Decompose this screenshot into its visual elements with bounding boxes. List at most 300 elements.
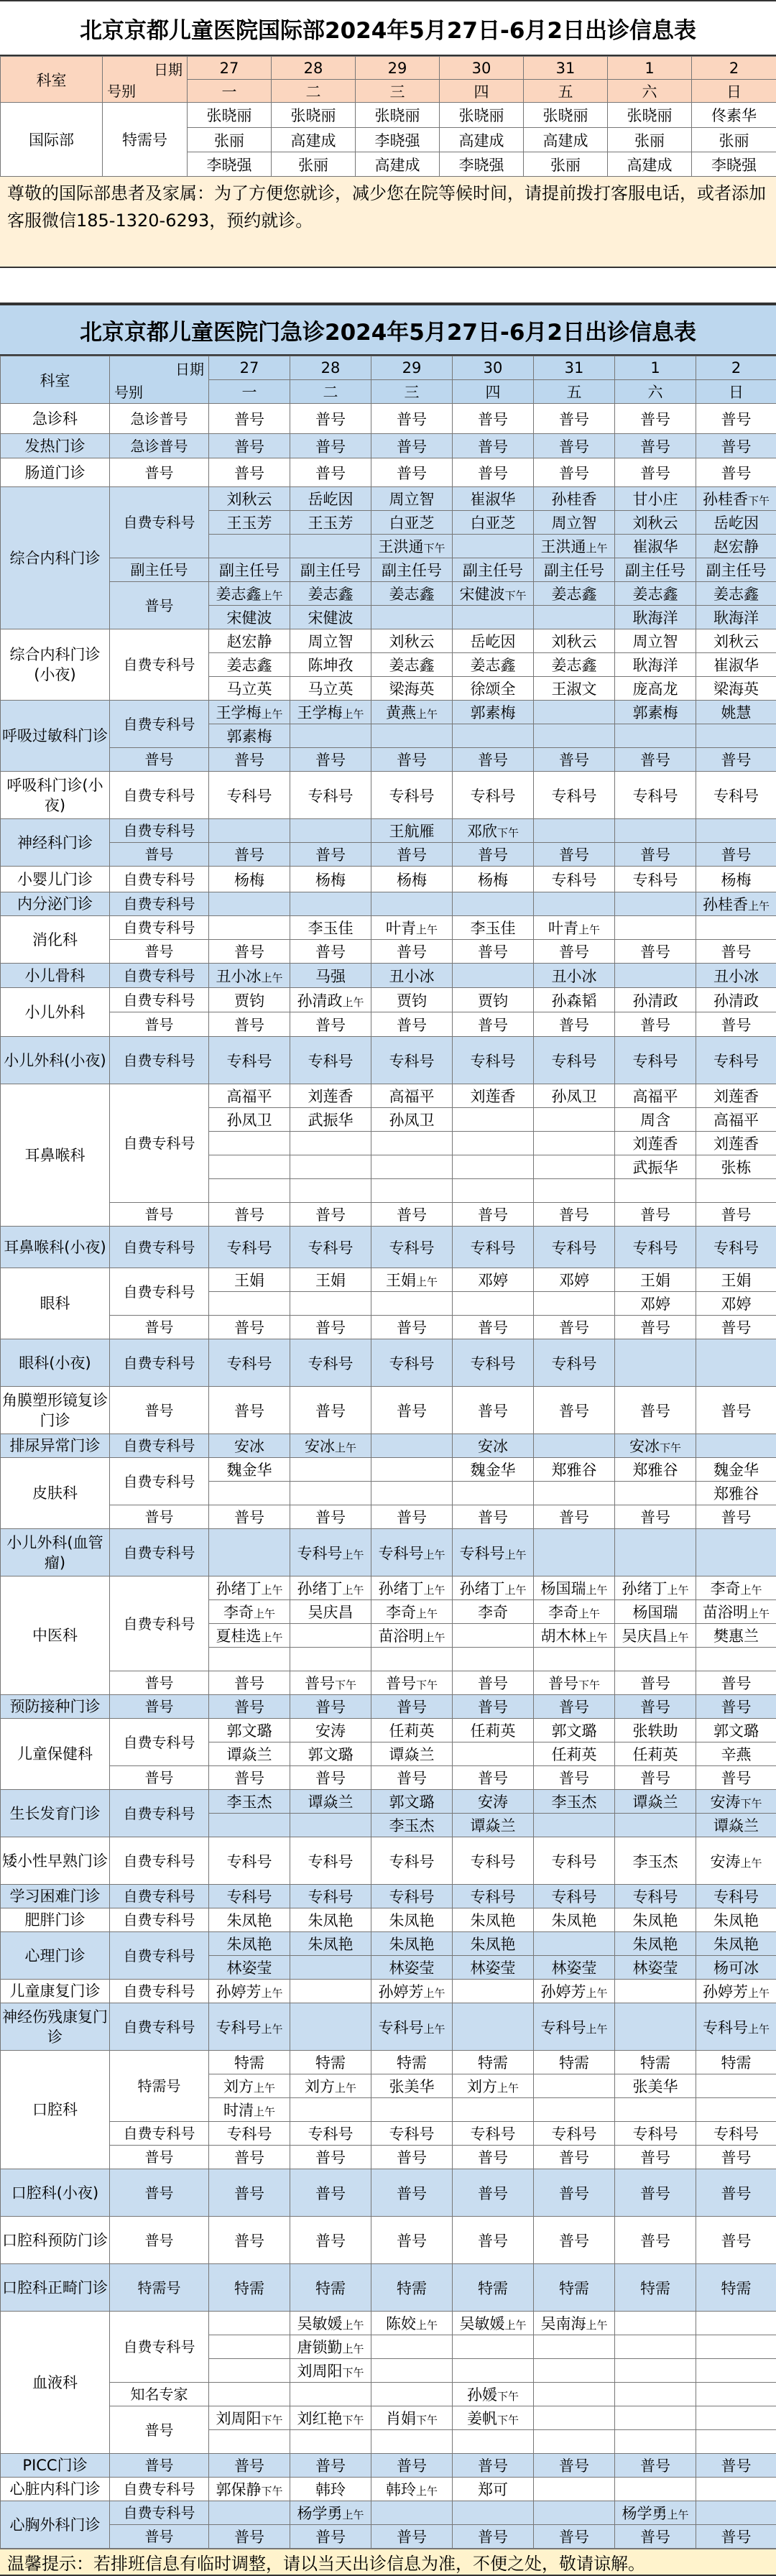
doctor-name: 孙绪丁 [622, 1580, 667, 1597]
er-cell: 专科号 [371, 1885, 453, 1908]
er-row [1, 558, 776, 582]
intl-date: 27 [188, 57, 272, 80]
er-cell: 郭素梅 [615, 701, 696, 724]
er-cell [534, 2335, 615, 2359]
er-cell [696, 487, 776, 511]
er-cell [615, 1482, 696, 1505]
er-row [1, 2406, 776, 2430]
er-cell [453, 1648, 534, 1671]
intl-row [1, 103, 776, 128]
er-cell: 樊惠兰 [696, 1624, 776, 1648]
doctor-name: 邓欣 [467, 823, 497, 840]
er-type: 自费专科号 [110, 1932, 209, 1980]
doctor-name: 李奇 [386, 1604, 416, 1621]
er-type: 急诊普号 [110, 404, 209, 434]
session-label: 上午 [342, 1584, 364, 1597]
er-row [1, 1012, 776, 1037]
er-cell [615, 2501, 696, 2525]
er-type: 普号 [110, 1695, 209, 1719]
er-type: 普号 [110, 2169, 209, 2217]
er-cell [615, 964, 696, 988]
er-cell: 普号 [534, 843, 615, 867]
session-label: 上午 [342, 2508, 364, 2521]
er-cell: 刘秋云 [371, 629, 453, 653]
er-row [1, 1837, 776, 1885]
session-label: 上午 [416, 2485, 438, 2498]
er-row [1, 2146, 776, 2169]
doctor-name: 李奇 [710, 1580, 740, 1597]
er-type: 自费专科号 [110, 916, 209, 940]
er-cell: 任莉英 [371, 1719, 453, 1742]
er-cell [696, 819, 776, 843]
session-label: 上午 [416, 2319, 438, 2332]
er-cell: 杨国瑞 [615, 1600, 696, 1624]
doctor-name: 叶青 [548, 920, 578, 937]
doctor-name: 安冰 [629, 1438, 660, 1455]
session-label: 下午 [416, 2414, 438, 2427]
session-label: 下午 [342, 2366, 364, 2379]
er-row [1, 843, 776, 867]
er-cell: 陈坤孜 [290, 653, 371, 677]
er-cell [209, 2478, 290, 2501]
er-type: 副主任号 [110, 558, 209, 582]
er-cell [534, 1155, 615, 1179]
er-cell: 普号 [453, 1387, 534, 1434]
er-dept: 肥胖门诊 [1, 1908, 110, 1932]
er-cell: 普号 [534, 2525, 615, 2549]
session-label: 下午 [740, 1797, 762, 1810]
er-cell: 王娟 [615, 1268, 696, 1292]
er-cell: 普号 [209, 748, 290, 772]
session-label: 上午 [497, 2082, 519, 2095]
er-cell: 郭文璐 [371, 1790, 453, 1814]
er-cell: 刘秋云 [209, 487, 290, 511]
er-cell: 普号 [371, 404, 453, 434]
doctor-name: 吴敏媛 [459, 2315, 504, 2332]
er-cell: 姜志鑫 [371, 653, 453, 677]
er-cell: 普号 [615, 1695, 696, 1719]
session-label: 上午 [261, 708, 282, 721]
er-cell: 专科号 [696, 2122, 776, 2146]
er-cell: 谭焱兰 [371, 1742, 453, 1766]
er-cell: 李玉杰 [371, 1814, 453, 1837]
er-cell: 普号 [534, 458, 615, 487]
er-cell: 贾钧 [453, 988, 534, 1012]
er-cell: 普号 [290, 1203, 371, 1227]
intl-weekday: 日 [692, 80, 776, 103]
er-cell: 特需 [209, 2051, 290, 2074]
intl-cell: 佟素华 [692, 103, 776, 128]
er-cell: 普号 [615, 404, 696, 434]
er-dept: PICC门诊 [1, 2454, 110, 2478]
er-cell [615, 2430, 696, 2454]
er-cell: 任莉英 [615, 1742, 696, 1766]
er-cell: 普号 [209, 1505, 290, 1529]
er-cell [209, 535, 290, 558]
doctor-name: 孙婷芳 [540, 1983, 586, 2000]
er-cell: 李玉杰 [209, 1790, 290, 1814]
er-cell [209, 1179, 290, 1203]
er-cell [534, 2430, 615, 2454]
doctor-name: 专科号 [540, 2019, 586, 2036]
er-cell [453, 724, 534, 748]
er-dept: 小儿外科(小夜) [1, 1037, 110, 1084]
session-label: 上午 [748, 1987, 770, 2000]
er-section [0, 304, 776, 2528]
er-cell: 岳屹因 [696, 511, 776, 535]
er-cell: 普号 [453, 404, 534, 434]
er-cell: 专科号 [696, 1227, 776, 1268]
er-type: 普号 [110, 1387, 209, 1434]
doctor-name: 叶青 [386, 920, 416, 937]
er-cell: 特需 [290, 2264, 371, 2312]
er-cell: 专科号 [534, 867, 615, 892]
er-cell: 普号 [209, 843, 290, 867]
doctor-name: 孙清政 [297, 992, 342, 1010]
er-cell: 周立智 [534, 511, 615, 535]
er-cell [696, 2501, 776, 2525]
doctor-name: 普号 [548, 1675, 578, 1692]
er-cell [453, 1132, 534, 1155]
er-cell: 专科号 [209, 1037, 290, 1084]
er-dept: 矮小性早熟门诊 [1, 1837, 110, 1885]
er-row [1, 2217, 776, 2264]
er-cell [290, 1434, 371, 1458]
er-type: 自费专科号 [110, 1908, 209, 1932]
er-cell: 郭素梅 [453, 701, 534, 724]
er-cell: 普号 [290, 1387, 371, 1434]
intl-section [0, 0, 776, 304]
er-dept: 综合内科门诊(小夜) [1, 629, 110, 701]
doctor-name: 李奇 [223, 1604, 254, 1621]
er-row [1, 1980, 776, 2003]
er-type: 自费专科号 [110, 2501, 209, 2525]
er-cell: 周立智 [615, 629, 696, 653]
er-cell: 李玉杰 [615, 1837, 696, 1885]
intl-cell: 张晓丽 [524, 103, 608, 128]
session-label: 下午 [261, 2414, 282, 2427]
er-cell [371, 1576, 453, 1600]
er-cell: 专科号 [453, 1339, 534, 1387]
er-row [1, 1719, 776, 1742]
er-title: 北京京都儿童医院门急诊2024年5月27日-6月2日出诊信息表 [0, 305, 776, 356]
session-label: 上午 [342, 2319, 364, 2332]
er-cell [453, 1624, 534, 1648]
er-row [1, 1037, 776, 1084]
session-label: 上午 [578, 923, 600, 936]
er-cell [371, 2335, 453, 2359]
er-cell: 姜志鑫 [453, 653, 534, 677]
er-type: 特需号 [110, 2264, 209, 2312]
er-cell: 普号 [371, 434, 453, 458]
er-cell: 专科号 [534, 772, 615, 819]
session-label: 上午 [586, 1584, 607, 1597]
er-cell: 崔淑华 [696, 653, 776, 677]
er-cell: 高福平 [696, 1108, 776, 1132]
er-cell: 庞高龙 [615, 677, 696, 701]
intl-cell: 张丽 [188, 128, 272, 152]
doctor-name: 时清 [223, 2102, 254, 2119]
er-cell: 普号 [371, 1012, 453, 1037]
er-cell: 朱凤艳 [371, 1932, 453, 1956]
doctor-name: 李奇 [548, 1604, 578, 1621]
er-cell: 孙清政 [696, 988, 776, 1012]
er-cell: 普号 [209, 2217, 290, 2264]
er-weekday: 二 [290, 380, 371, 404]
er-cell: 杨梅 [290, 867, 371, 892]
er-row [1, 1458, 776, 1482]
session-label: 上午 [748, 2023, 770, 2036]
er-cell: 丑小冰 [534, 964, 615, 988]
er-type: 普号 [110, 1203, 209, 1227]
doctor-name: 刘周阳 [216, 2410, 261, 2427]
er-dept: 发热门诊 [1, 434, 110, 458]
er-cell [534, 1576, 615, 1600]
er-cell [453, 2501, 534, 2525]
er-cell: 普号 [696, 2454, 776, 2478]
er-cell [615, 2098, 696, 2122]
er-cell: 周立智 [290, 629, 371, 653]
session-label: 上午 [740, 1584, 762, 1597]
er-cell [453, 1742, 534, 1766]
er-cell: 武振华 [615, 1155, 696, 1179]
er-cell [534, 1932, 615, 1956]
er-cell [209, 1529, 290, 1576]
er-cell: 普号 [696, 2217, 776, 2264]
er-date: 29 [371, 356, 453, 380]
er-cell: 耿海洋 [615, 606, 696, 629]
session-label: 下午 [497, 2390, 519, 2403]
er-cell: 普号 [696, 843, 776, 867]
er-cell: 普号 [209, 2169, 290, 2217]
er-cell: 杨梅 [371, 867, 453, 892]
er-cell [534, 916, 615, 940]
er-cell: 普号 [696, 434, 776, 458]
er-type: 自费专科号 [110, 1037, 209, 1084]
doctor-name: 杨学勇 [622, 2505, 667, 2522]
er-cell: 高福平 [371, 1084, 453, 1108]
er-cell: 普号 [371, 2217, 453, 2264]
er-cell: 普号 [615, 1203, 696, 1227]
intl-cell: 李晓强 [188, 152, 272, 177]
er-cell: 普号 [696, 1203, 776, 1227]
er-cell: 普号 [534, 1695, 615, 1719]
session-label: 下午 [497, 2414, 519, 2427]
er-cell: 专科号 [696, 1885, 776, 1908]
doctor-name: 胡木林 [540, 1628, 586, 1645]
intl-date: 1 [608, 57, 692, 80]
doctor-name: 孙婷芳 [216, 1983, 261, 2000]
er-cell: 朱凤艳 [453, 1908, 534, 1932]
er-cell: 郭文璐 [696, 1719, 776, 1742]
session-label: 下午 [578, 1679, 600, 1691]
er-cell [615, 1648, 696, 1671]
er-type: 自费专科号 [110, 892, 209, 916]
session-label: 上午 [342, 708, 364, 721]
er-cell: 刘莲香 [696, 1132, 776, 1155]
er-type: 普号 [110, 1012, 209, 1037]
er-cell: 徐颂全 [453, 677, 534, 701]
er-cell: 普号 [534, 2146, 615, 2169]
er-cell: 普号 [615, 2146, 696, 2169]
er-cell: 专科号 [615, 1227, 696, 1268]
session-label: 上午 [423, 1584, 445, 1597]
er-cell: 普号 [615, 434, 696, 458]
er-cell [534, 1624, 615, 1648]
er-cell: 普号 [453, 2454, 534, 2478]
er-cell: 普号 [371, 2146, 453, 2169]
er-cell: 副主任号 [615, 558, 696, 582]
er-cell [453, 2359, 534, 2383]
session-label: 上午 [416, 708, 438, 721]
er-type: 自费专科号 [110, 2122, 209, 2146]
er-cell: 谭焱兰 [696, 1814, 776, 1837]
er-cell: 专科号 [453, 1885, 534, 1908]
er-cell [453, 1155, 534, 1179]
er-cell: 普号 [696, 1505, 776, 1529]
er-cell [615, 1179, 696, 1203]
er-cell: 普号 [209, 1203, 290, 1227]
er-type: 普号 [110, 843, 209, 867]
er-cell [371, 2430, 453, 2454]
er-cell: 普号 [534, 404, 615, 434]
er-cell: 朱凤艳 [209, 1908, 290, 1932]
er-cell [371, 1648, 453, 1671]
er-cell [696, 1837, 776, 1885]
er-cell [534, 2478, 615, 2501]
intl-cell: 张晓丽 [356, 103, 440, 128]
er-cell [290, 1956, 371, 1980]
er-cell [290, 1458, 371, 1482]
er-cell: 普号 [371, 940, 453, 964]
er-corner-date: 日期 [175, 358, 204, 379]
er-cell: 马立英 [290, 677, 371, 701]
er-cell [453, 1179, 534, 1203]
er-cell [534, 1292, 615, 1316]
er-cell: 邓婷 [696, 1292, 776, 1316]
er-cell: 普号 [371, 748, 453, 772]
er-cell: 普号 [696, 2169, 776, 2217]
session-label: 上午 [423, 2023, 445, 2036]
session-label: 上午 [586, 1987, 607, 2000]
er-cell [371, 1268, 453, 1292]
er-cell [453, 819, 534, 843]
er-cell: 普号 [615, 940, 696, 964]
er-cell: 普号 [453, 434, 534, 458]
er-cell [290, 1671, 371, 1695]
session-label: 上午 [335, 1441, 356, 1454]
er-cell: 普号 [290, 1012, 371, 1037]
er-date: 30 [453, 356, 534, 380]
er-cell: 普号 [371, 1505, 453, 1529]
er-type: 自费专科号 [110, 701, 209, 748]
intl-cell: 李晓强 [356, 128, 440, 152]
doctor-name: 肖娟 [386, 2410, 416, 2427]
er-cell: 专科号 [615, 1885, 696, 1908]
er-cell: 刘莲香 [453, 1084, 534, 1108]
intl-cell: 李晓强 [692, 152, 776, 177]
er-cell: 普号 [696, 748, 776, 772]
er-cell: 副主任号 [209, 558, 290, 582]
er-cell: 宋健波 [209, 606, 290, 629]
er-cell [534, 1648, 615, 1671]
er-cell: 专科号 [209, 1339, 290, 1387]
er-cell: 普号 [453, 1316, 534, 1339]
er-cell [209, 2098, 290, 2122]
er-cell: 普号 [534, 748, 615, 772]
er-weekday: 五 [534, 380, 615, 404]
doctor-name: 郭保静 [216, 2481, 261, 2498]
er-cell: 吴庆昌 [290, 1600, 371, 1624]
er-cell: 专科号 [371, 1339, 453, 1387]
er-cell: 普号 [453, 458, 534, 487]
er-cell [534, 2383, 615, 2406]
er-cell: 普号 [453, 1671, 534, 1695]
er-cell: 普号 [371, 1766, 453, 1790]
er-cell: 杨梅 [209, 867, 290, 892]
er-dept: 儿童保健科 [1, 1719, 110, 1790]
er-cell [696, 2098, 776, 2122]
er-cell [696, 2406, 776, 2430]
er-cell [534, 701, 615, 724]
er-cell: 普号 [534, 2169, 615, 2217]
er-cell [534, 2501, 615, 2525]
er-cell: 姜志鑫 [615, 582, 696, 606]
er-cell: 刘秋云 [534, 629, 615, 653]
er-cell: 普号 [290, 940, 371, 964]
er-cell: 专科号 [615, 1037, 696, 1084]
er-cell: 郑雅谷 [615, 1458, 696, 1482]
er-cell: 专科号 [209, 1227, 290, 1268]
er-cell [371, 2003, 453, 2051]
er-cell [534, 819, 615, 843]
er-cell: 专科号 [290, 772, 371, 819]
er-cell: 普号 [290, 2169, 371, 2217]
er-cell [615, 2406, 696, 2430]
er-row [1, 404, 776, 434]
er-cell: 刘莲香 [696, 1084, 776, 1108]
er-cell [209, 819, 290, 843]
er-cell: 马立英 [209, 677, 290, 701]
er-cell [209, 1292, 290, 1316]
er-cell: 特需 [615, 2264, 696, 2312]
er-cell: 朱凤艳 [453, 1932, 534, 1956]
session-label: 下午 [497, 826, 519, 839]
er-cell [209, 1624, 290, 1648]
session-label: 上午 [423, 1548, 445, 1561]
er-cell [371, 701, 453, 724]
er-cell: 特需 [696, 2264, 776, 2312]
er-cell [209, 964, 290, 988]
er-cell: 普号 [615, 1766, 696, 1790]
er-cell [534, 1980, 615, 2003]
er-cell: 孙凤卫 [209, 1108, 290, 1132]
er-cell [534, 1132, 615, 1155]
er-cell [209, 1482, 290, 1505]
er-type: 自费专科号 [110, 867, 209, 892]
er-cell: 郑雅谷 [534, 1458, 615, 1482]
er-date: 27 [209, 356, 290, 380]
er-dept: 神经伤残康复门诊 [1, 2003, 110, 2051]
er-cell: 普号 [290, 1766, 371, 1790]
session-label: 上午 [504, 1584, 526, 1597]
session-label: 下午 [660, 1441, 681, 1454]
er-cell: 普号 [290, 2525, 371, 2549]
er-cell: 林姿莹 [534, 1956, 615, 1980]
session-label: 下午 [504, 589, 526, 602]
intl-cell: 高建成 [608, 152, 692, 177]
er-cell [534, 724, 615, 748]
